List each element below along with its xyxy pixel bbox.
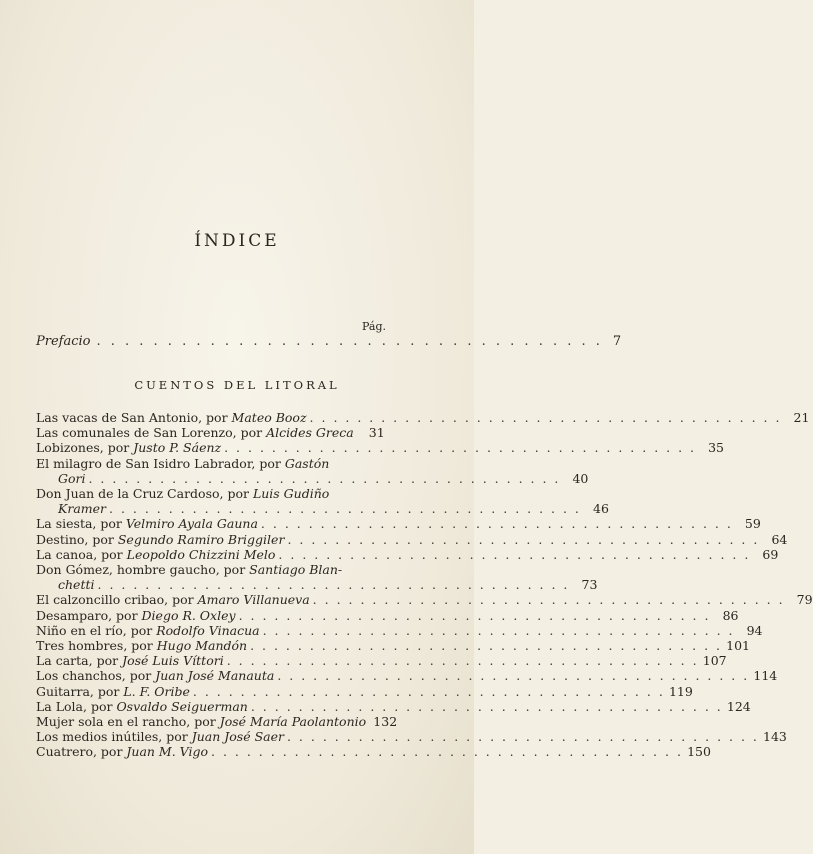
story-title-text: La canoa, por — [36, 546, 127, 562]
story-title-text: Los medios inútiles, por — [36, 729, 192, 745]
toc-entry — [36, 683, 693, 699]
leader-dots: . . . . . . . . . . . . . . . . . . . . . . . . . . . . . . . . . . . . . . . . — [277, 668, 750, 684]
toc-entry-line — [36, 698, 751, 714]
story-title-text: La carta, por — [36, 653, 123, 669]
toc-entry-page: 79 — [796, 592, 813, 608]
author-name: Osvaldo Seiguerman — [116, 698, 248, 714]
toc-entry-line — [36, 683, 693, 699]
story-title-text: Desamparo, por — [36, 607, 142, 623]
author-name: Juan José Manauta — [155, 668, 275, 684]
toc-entry-title — [58, 577, 95, 592]
toc-entry-page: 59 — [744, 516, 761, 532]
toc-entry-line — [36, 729, 787, 745]
toc-entry-title — [36, 547, 275, 562]
toc-entry-title — [36, 486, 329, 501]
author-name: Santiago Blan- — [249, 562, 343, 578]
toc-entry-title — [36, 684, 190, 699]
toc-entry-page: 7 — [612, 334, 622, 349]
author-name: Hugo Mandón — [156, 638, 248, 654]
toc-entry-title — [36, 456, 329, 471]
toc-entry-page: 150 — [687, 744, 711, 760]
leader-dots: . . . . . . . . . . . . . . . . . . . . . . . . . . . . . . . . . . . . . . . . — [260, 516, 733, 532]
page-title: ÍNDICE — [194, 231, 280, 251]
author-name: Diego R. Oxley — [141, 607, 236, 623]
leader-dots: . . . . . . . . . . . . . . . . . . . . . . . . . . . . . . . . . . . . . . . . — [250, 698, 723, 714]
toc-entry-line — [36, 653, 727, 669]
toc-entry-page: 21 — [793, 410, 810, 425]
toc-entry — [36, 729, 787, 745]
leader-dots: . . . . . . . . . . . . . . . . . . . . . . . . . . . . . . . . . . . . . . . . — [238, 607, 711, 623]
toc-entry-page: 101 — [726, 638, 750, 654]
toc-entry-line — [36, 744, 711, 760]
story-title-text: Tres hombres, por — [36, 638, 157, 654]
author-name: Alcides Greca — [266, 425, 354, 441]
toc-entry-title — [36, 744, 208, 759]
leader-dots: . . . . . . . . . . . . . . . . . . . . . . . . . . . . . . . . . . . . . . . . — [250, 638, 722, 654]
toc-entry — [36, 592, 813, 608]
story-title-text: El milagro de San Isidro Labrador, por — [36, 455, 285, 471]
toc-entry-title — [36, 638, 247, 653]
toc-entry — [36, 607, 739, 623]
toc-entry — [36, 668, 778, 684]
toc-entry-page: 40 — [572, 470, 589, 486]
author-name: Luis Gudiño — [252, 486, 330, 502]
toc-entry-line — [36, 562, 380, 577]
author-name: José María Paolantonio — [219, 714, 367, 730]
author-name: Gori — [58, 470, 86, 486]
toc-entry-prefacio — [36, 334, 622, 349]
toc-entry — [36, 516, 761, 532]
leader-dots: . . . . . . . . . . . . . . . . . . . . . . . . . . . . . . . . . . . . . . . . — [109, 501, 581, 517]
author-name: Rodolfo Vinacua — [156, 622, 260, 638]
story-title-text: Don Gómez, hombre gaucho, por — [36, 562, 250, 578]
leader-dots: . . . . . . . . . . . . . . . . . . . . . . . . . . . . . . . . . . . . . . . . — [262, 622, 735, 638]
toc-entry-title — [36, 623, 260, 638]
toc-entry-page: 46 — [593, 501, 609, 517]
toc-entry-page: 119 — [668, 683, 693, 699]
toc-entry-line — [36, 622, 763, 638]
leader-dots: . . . . . . . . . . . . . . . . . . . . . . . . . . . . . . . . . . . . . . . . — [224, 440, 697, 456]
author-name: Velmiro Ayala Gauna — [125, 516, 258, 532]
story-title-text: La siesta, por — [36, 516, 126, 532]
toc-entry-line — [36, 501, 609, 517]
author-name: Gastón — [284, 455, 330, 471]
toc-entry-title — [36, 608, 236, 623]
toc-entry-line — [36, 516, 761, 532]
toc-entry-line — [36, 714, 398, 730]
toc-entry — [36, 455, 589, 486]
toc-entry-page: 64 — [771, 531, 788, 547]
toc-entry-title — [58, 471, 85, 486]
toc-entry-line — [36, 486, 380, 501]
toc-entry-title — [36, 729, 284, 744]
toc-entry-line — [36, 425, 385, 441]
toc-entry — [36, 440, 725, 456]
leader-dots: . . . . . . . . . . . . . . . . . . . . . . . . . . . . . . . . . . . . . . . . — [211, 744, 683, 760]
story-title-text: Los chanchos, por — [36, 668, 156, 684]
story-title-text: Las comunales de San Lorenzo, por — [36, 425, 267, 441]
toc-entry-page: 31 — [368, 425, 385, 441]
toc-entry-line — [36, 577, 598, 593]
story-title-text: El calzoncillo cribao, por — [36, 592, 198, 608]
leader-dots: . . . . . . . . . . . . . . . . . . . . . . . . . . . . . . . . . . . . — [96, 334, 603, 349]
toc-entry-line — [36, 668, 778, 684]
toc-entry — [36, 486, 609, 517]
story-title-text: Guitarra, por — [36, 683, 124, 699]
toc-entry — [36, 698, 751, 714]
author-name: Amaro Villanueva — [197, 592, 310, 608]
author-name: José Luis Víttori — [122, 653, 224, 669]
toc-entry-line — [36, 607, 739, 623]
toc-entry-title — [36, 425, 354, 440]
leader-dots: . . . . . . . . . . . . . . . . . . . . . . . . . . . . . . . . . . . . . . . . — [287, 531, 760, 547]
toc-entry — [36, 638, 750, 654]
toc-entry-page: 107 — [702, 653, 727, 669]
leader-dots: . . . . . . . . . . . . . . . . . . . . . . . . . . . . . . . . . . . . . . . . — [226, 653, 699, 669]
toc-entry-title — [58, 501, 106, 516]
toc-entry-title: Prefacio — [36, 334, 91, 349]
story-title-text: Niño en el río, por — [36, 622, 157, 638]
toc-entry-line — [36, 456, 380, 471]
author-name: Justo P. Sáenz — [133, 440, 222, 456]
toc-entry-page: 132 — [373, 714, 398, 730]
toc-entry-title — [36, 668, 274, 683]
story-title-text: Mujer sola en el rancho, por — [36, 714, 220, 730]
author-name: Segundo Ramiro Briggiler — [117, 531, 285, 547]
toc-entry-line — [36, 592, 813, 608]
toc-entry-title — [36, 440, 221, 455]
toc-entry-page: 124 — [726, 698, 751, 714]
author-name: Leopoldo Chizzini Melo — [126, 546, 276, 562]
story-title-text: Don Juan de la Cruz Cardoso, por — [36, 486, 253, 502]
author-name: chetti — [58, 577, 95, 593]
toc-entry-title — [36, 653, 224, 668]
toc-entry — [36, 562, 598, 593]
toc-entry-page: 35 — [708, 440, 725, 456]
toc-entry-line — [36, 531, 788, 547]
leader-dots: . . . . . . . . . . . . . . . . . . . . . . . . . . . . . . . . . . . . . . . . — [286, 729, 759, 745]
story-title-text: Cuatrero, por — [36, 744, 127, 760]
toc-entry-page: 94 — [746, 622, 763, 638]
toc-entry-title — [36, 516, 258, 531]
toc-entry-line — [36, 410, 810, 425]
toc-entry-page: 69 — [762, 546, 779, 562]
toc-entry — [36, 531, 788, 547]
leader-dots: . . . . . . . . . . . . . . . . . . . . . . . . . . . . . . . . . . . . . . . . — [97, 577, 570, 593]
section-heading: CUENTOS DEL LITORAL — [134, 378, 340, 392]
author-name: Juan M. Vigo — [126, 744, 209, 760]
leader-dots: . . . . . . . . . . . . . . . . . . . . . . . . . . . . . . . . . . . . . . . . — [312, 592, 785, 608]
toc-entry-line — [36, 546, 779, 562]
toc-entry-title — [36, 410, 307, 425]
author-name: Mateo Booz — [231, 410, 307, 425]
toc-entry-line — [36, 440, 725, 456]
story-title-text: Las vacas de San Antonio, por — [36, 410, 232, 425]
author-name: Juan José Saer — [191, 729, 284, 745]
toc-entry-title — [36, 714, 366, 729]
table-of-contents — [36, 410, 813, 760]
toc-entry-page: 143 — [763, 729, 787, 745]
toc-entry-line — [36, 470, 589, 486]
toc-entry — [36, 622, 763, 638]
leader-dots: . . . . . . . . . . . . . . . . . . . . . . . . . . . . . . . . . . . . . . . . — [309, 410, 782, 425]
toc-entry-page: 114 — [753, 668, 778, 684]
toc-entry-line — [36, 638, 750, 654]
page-column-label: Pág. — [361, 320, 386, 333]
toc-entry-page: 73 — [581, 577, 598, 593]
author-name: Kramer — [58, 501, 106, 517]
toc-entry — [36, 714, 398, 730]
toc-entry — [36, 425, 385, 441]
toc-entry — [36, 744, 711, 760]
story-title-text: Destino, por — [36, 531, 118, 547]
story-title-text: La Lola, por — [36, 698, 117, 714]
leader-dots: . . . . . . . . . . . . . . . . . . . . . . . . . . . . . . . . . . . . . . . . — [192, 683, 665, 699]
toc-entry-page: 86 — [722, 607, 739, 623]
toc-entry-title — [36, 532, 284, 547]
leader-dots: . . . . . . . . . . . . . . . . . . . . . . . . . . . . . . . . . . . . . . . . — [278, 546, 751, 562]
toc-entry — [36, 410, 810, 425]
toc-entry — [36, 546, 779, 562]
toc-entry-title — [36, 562, 342, 577]
leader-dots: . . . . . . . . . . . . . . . . . . . . . . . . . . . . . . . . . . . . . . . . — [88, 470, 561, 486]
toc-entry-title — [36, 592, 310, 607]
toc-entry — [36, 653, 727, 669]
toc-entry-title — [36, 699, 248, 714]
story-title-text: Lobizones, por — [36, 440, 134, 456]
author-name: L. F. Oribe — [123, 683, 190, 699]
